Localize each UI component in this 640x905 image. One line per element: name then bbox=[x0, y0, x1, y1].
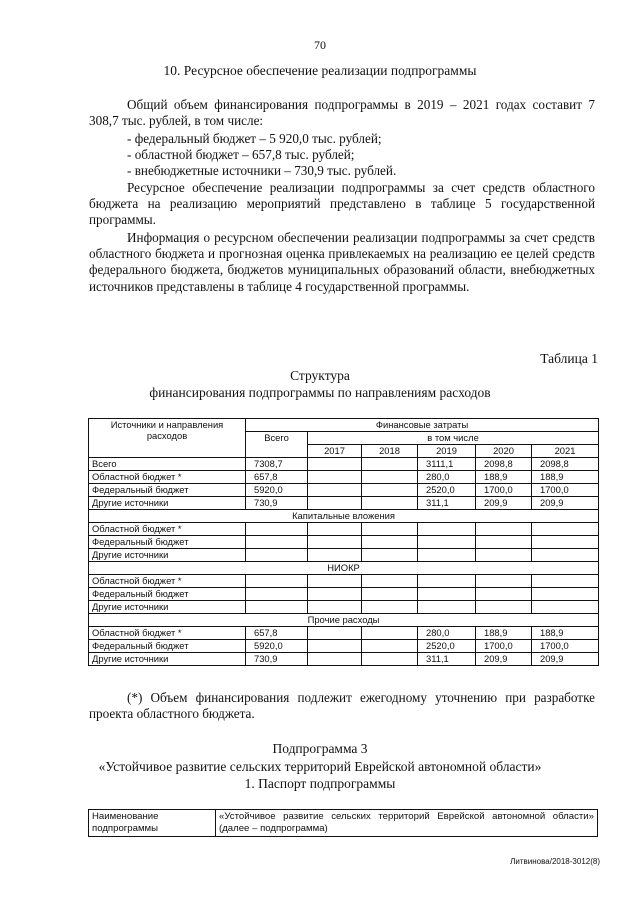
subprogram-title: Подпрограмма 3 bbox=[272, 741, 368, 756]
value-cell bbox=[308, 484, 362, 497]
section-header-niokr: НИОКР bbox=[89, 562, 599, 575]
value-cell bbox=[418, 575, 476, 588]
value-cell bbox=[532, 536, 599, 549]
table-row bbox=[89, 640, 599, 653]
value-cell bbox=[418, 601, 476, 614]
value-cell bbox=[476, 523, 532, 536]
value-cell: 5920,0 bbox=[246, 640, 308, 653]
header-year: 2019 bbox=[418, 445, 476, 458]
row-label: Федеральный бюджет bbox=[89, 536, 246, 549]
value-cell bbox=[362, 523, 418, 536]
value-cell bbox=[308, 640, 362, 653]
value-cell bbox=[308, 471, 362, 484]
row-label: Другие источники bbox=[89, 549, 246, 562]
value-cell bbox=[476, 536, 532, 549]
row-label: Областной бюджет * bbox=[89, 471, 246, 484]
value-cell: 280,0 bbox=[418, 627, 476, 640]
value-cell: 657,8 bbox=[246, 471, 308, 484]
value-cell: 7308,7 bbox=[246, 458, 308, 471]
header-year: 2020 bbox=[476, 445, 532, 458]
header-sources: Источники и направления расходов bbox=[89, 419, 246, 458]
row-label: Областной бюджет * bbox=[89, 575, 246, 588]
value-cell: 209,9 bbox=[532, 497, 599, 510]
row-label: Федеральный бюджет bbox=[89, 640, 246, 653]
value-cell: 311,1 bbox=[418, 497, 476, 510]
table-section-other bbox=[89, 627, 599, 666]
value-cell: 209,9 bbox=[532, 653, 599, 666]
header-costs: Финансовые затраты bbox=[246, 419, 599, 432]
value-cell bbox=[362, 549, 418, 562]
list-item-federal: - федеральный бюджет – 5 920,0 тыс. рублей; bbox=[127, 131, 382, 146]
value-cell bbox=[476, 601, 532, 614]
value-cell bbox=[532, 575, 599, 588]
row-label: Областной бюджет * bbox=[89, 627, 246, 640]
value-cell bbox=[308, 497, 362, 510]
value-cell bbox=[532, 523, 599, 536]
value-cell: 730,9 bbox=[246, 653, 308, 666]
value-cell: 1700,0 bbox=[476, 640, 532, 653]
subprogram-name: «Устойчивое развитие сельских территорий Еврейской автономной области» bbox=[98, 759, 542, 774]
value-cell bbox=[362, 536, 418, 549]
value-cell: 2098,8 bbox=[532, 458, 599, 471]
section-header-other: Прочие расходы bbox=[89, 614, 599, 627]
value-cell bbox=[418, 523, 476, 536]
value-cell bbox=[308, 601, 362, 614]
table-row bbox=[89, 497, 599, 510]
row-label: Другие источники bbox=[89, 601, 246, 614]
value-cell bbox=[308, 549, 362, 562]
value-cell bbox=[532, 588, 599, 601]
footnote: (*) Объем финансирования подлежит ежегодному уточнению при разработке проекта областного бюджета. bbox=[89, 690, 595, 722]
paragraph-resource: Ресурсное обеспечение реализации подпрограммы за счет средств областного бюджета на реализацию мероприятий представлено в таблице 5 государственной программы. bbox=[89, 180, 595, 228]
value-cell bbox=[532, 601, 599, 614]
value-cell: 188,9 bbox=[532, 627, 599, 640]
value-cell bbox=[246, 575, 308, 588]
value-cell bbox=[418, 549, 476, 562]
value-cell: 209,9 bbox=[476, 497, 532, 510]
value-cell bbox=[246, 523, 308, 536]
header-year: 2021 bbox=[532, 445, 599, 458]
header-year: 2018 bbox=[362, 445, 418, 458]
passport-value: «Устойчивое развитие сельских территорий Еврейской автономной области» (далее – подпрограмма) bbox=[216, 810, 598, 837]
table-title: Структура bbox=[290, 368, 350, 383]
value-cell bbox=[362, 653, 418, 666]
value-cell bbox=[362, 471, 418, 484]
table-row bbox=[89, 588, 599, 601]
list-item-extrabudget: - внебюджетные источники – 730,9 тыс. рублей. bbox=[127, 163, 397, 178]
table-row bbox=[89, 653, 599, 666]
table-row bbox=[89, 523, 599, 536]
value-cell: 2098,8 bbox=[476, 458, 532, 471]
paragraph-information: Информация о ресурсном обеспечении реализации подпрограммы за счет средств областного бюджета и прогнозная оценка привлекаемых на реализацию ее целей средств федерального бюджета, бюджетов муниципальных образований области, внебюджетных источников представлены в таблице 4 государственной программы. bbox=[89, 230, 595, 294]
value-cell bbox=[246, 549, 308, 562]
value-cell bbox=[246, 588, 308, 601]
value-cell: 188,9 bbox=[476, 471, 532, 484]
table-section-capital bbox=[89, 523, 599, 562]
row-label: Областной бюджет * bbox=[89, 523, 246, 536]
value-cell: 209,9 bbox=[476, 653, 532, 666]
row-label: Другие источники bbox=[89, 653, 246, 666]
row-label: Федеральный бюджет bbox=[89, 484, 246, 497]
list-item-regional: - областной бюджет – 657,8 тыс. рублей; bbox=[127, 147, 355, 162]
table-row bbox=[89, 601, 599, 614]
value-cell bbox=[418, 588, 476, 601]
value-cell: 3111,1 bbox=[418, 458, 476, 471]
value-cell bbox=[308, 653, 362, 666]
value-cell bbox=[476, 575, 532, 588]
value-cell bbox=[308, 627, 362, 640]
value-cell: 188,9 bbox=[476, 627, 532, 640]
row-label: Федеральный бюджет bbox=[89, 588, 246, 601]
value-cell: 5920,0 bbox=[246, 484, 308, 497]
value-cell bbox=[362, 588, 418, 601]
section-title: 10. Ресурсное обеспечение реализации подпрограммы bbox=[163, 63, 477, 78]
value-cell bbox=[362, 497, 418, 510]
value-cell bbox=[308, 523, 362, 536]
passport-title: 1. Паспорт подпрограммы bbox=[244, 776, 396, 791]
table-row bbox=[89, 458, 599, 471]
row-label: Всего bbox=[89, 458, 246, 471]
page-number: 70 bbox=[314, 38, 326, 52]
value-cell bbox=[476, 588, 532, 601]
row-label: Другие источники bbox=[89, 497, 246, 510]
table-section-main bbox=[89, 458, 599, 510]
value-cell bbox=[246, 601, 308, 614]
value-cell: 1700,0 bbox=[532, 484, 599, 497]
value-cell bbox=[362, 627, 418, 640]
table-row bbox=[89, 471, 599, 484]
value-cell bbox=[476, 549, 532, 562]
table-section-niokr bbox=[89, 575, 599, 614]
value-cell bbox=[362, 575, 418, 588]
value-cell: 188,9 bbox=[532, 471, 599, 484]
value-cell bbox=[246, 536, 308, 549]
value-cell bbox=[308, 458, 362, 471]
section-header-capital: Капитальные вложения bbox=[89, 510, 599, 523]
header-total: Всего bbox=[246, 432, 308, 458]
value-cell: 311,1 bbox=[418, 653, 476, 666]
value-cell bbox=[362, 484, 418, 497]
table-label: Таблица 1 bbox=[540, 351, 598, 366]
value-cell bbox=[362, 458, 418, 471]
value-cell bbox=[362, 601, 418, 614]
table-row bbox=[89, 484, 599, 497]
passport-table bbox=[88, 809, 598, 837]
value-cell: 280,0 bbox=[418, 471, 476, 484]
header-including: в том числе bbox=[308, 432, 599, 445]
header-year: 2017 bbox=[308, 445, 362, 458]
value-cell: 2520,0 bbox=[418, 484, 476, 497]
table-subtitle: финансирования подпрограммы по направлениям расходов bbox=[149, 385, 491, 400]
value-cell bbox=[308, 536, 362, 549]
value-cell: 2520,0 bbox=[418, 640, 476, 653]
value-cell: 730,9 bbox=[246, 497, 308, 510]
value-cell bbox=[308, 575, 362, 588]
table-row bbox=[89, 575, 599, 588]
financing-table bbox=[88, 418, 599, 666]
table-row bbox=[89, 627, 599, 640]
value-cell bbox=[308, 588, 362, 601]
value-cell: 657,8 bbox=[246, 627, 308, 640]
table-row bbox=[89, 549, 599, 562]
value-cell: 1700,0 bbox=[532, 640, 599, 653]
value-cell: 1700,0 bbox=[476, 484, 532, 497]
value-cell bbox=[418, 536, 476, 549]
value-cell bbox=[362, 640, 418, 653]
passport-label: Наименование подпрограммы bbox=[89, 810, 216, 837]
value-cell bbox=[532, 549, 599, 562]
footer-ref: Литвинова/2018-3012(8) bbox=[510, 857, 600, 866]
paragraph-total-funding: Общий объем финансирования подпрограммы в 2019 – 2021 годах составит 7 308,7 тыс. рублей, в том числе: bbox=[89, 97, 595, 129]
table-row bbox=[89, 536, 599, 549]
